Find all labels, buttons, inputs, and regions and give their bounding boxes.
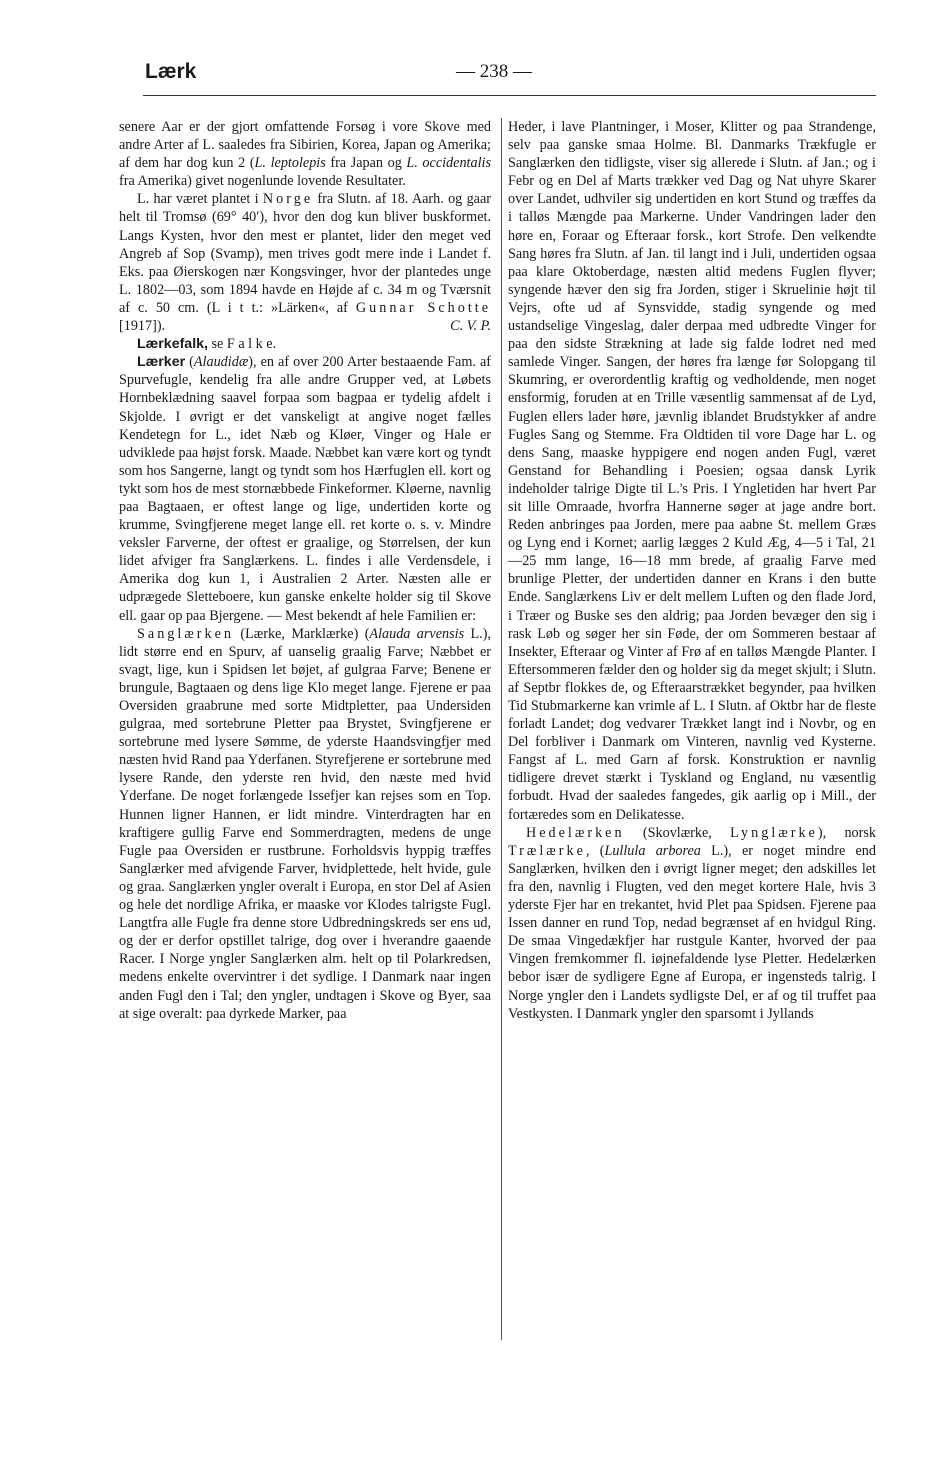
paragraph-hedelaerken: Hedelærken (Skovlærke, Lynglærke), norsk Trælærke, (Lullula arborea L.), er noget mindre end Sanglærken, hvilken den i øvrigt ligner meget; den adskilles let fra den, navnlig i Flugten, ved den meget kortere Hale, hvis 3 yderste Fjer har en trekantet, hvid Plet paa Spidsen. Fjerene paa Issen danner en rund Top, nedad begrænset af en hvidgul Ring. De smaa Vingedækfjer har rustgule Kanter, hvorved der paa Vingen fremkommer fl. iøjnefaldende lyse Pletter. Hedelærken bebor især de sydligere Egne af Europa, er ingensteds talrig. I Norge yngler den i Landets sydligste Del, er af og til truffet paa Vestkysten. I Danmark yngler den sparsomt i Jyllands <box>508 824 876 1022</box>
right-column <box>508 118 876 1023</box>
paragraph-sanglaerken: Sanglærken (Lærke, Marklærke) (Alauda arvensis L.), lidt større end en Spurv, af uanselig graalig Farve; Næbbet er svagt, lige, kun i Spidsen let bøjet, af gulgraa Farve; Benene er brungule, Bagtaaen og dens lige Klo meget lange. Fjerene er paa Oversiden graabrune med sorte Midtpletter, paa Undersiden gulgraa, med sortebrune Pletter paa Brystet, Svingfjerene er sortebrune med lysere Sømme, de yderste Haandsvingfjer med næsten hvid Rand paa Yderfanen. Styrefjerene er sortebrune med lysere Rande, den yderste ren hvid, den næste med hvid Yderfane. De noget forlængede Issefjer kan rejses som en Top. Hunnen ligner Hannen, er lidt mindre. Vinterdragten har en kraftigere gullig Farve end Sommerdragten, medens de unge Fugle paa Oversiden er rustbrune. Forholdsvis hyppig træffes Sanglærker med afvigende Farver, hvidplettede, helt hvide, gule og graa. Sanglærken yngler overalt i Europa, en stor Del af Asien og hele det nordlige Afrika, er maaske vor Klodes talrigste Fugl. Langtfra alle Fugle fra denne store Udbredningskreds ser ens ud, og der er derfor opstillet talrige, dog over i hverandre gaaende Racer. I Norge yngler Sanglærken alm. helt op til Polarkredsen, medens enkelte overvintrer i det sydlige. I Danmark naar ingen anden Fugl den i Tal; den yngler, undtagen i Skove og Byer, saa at sige overalt: paa dyrkede Marker, paa <box>119 625 491 1022</box>
author-signature: C. V. P. <box>450 318 491 335</box>
page-number: — 238 — <box>456 61 532 82</box>
header-rule <box>143 95 876 96</box>
paragraph: Heder, i lave Plantninger, i Moser, Klitter og paa Strandenge, selv paa ganske smaa Holme. Bl. Danmarks Trækfugle er Sanglærken den tidligste, viser sig allerede i Slutn. af Jan.; og i Febr og en Del af Marts trækker ved Dag og Nat uhyre Skarer over Landet, udhviler sig undertiden en kort Stund og træffes da i talløs Mængde paa Markerne. Under Vandringen lader den høre en, Foraar og Efteraar forsk., kort Strofe. Den velkendte Sang høres fra Slutn. af Jan. til langt ind i Juli, undertiden ogsaa paa klare Oktoberdage, næsten altid medens Fuglen flyver; syngende hæver den sig fra Jorden, stiger i Skruelinie højt til Vejrs, ofte ud af Synsvidde, stadig syngende og med ustandselige Vingeslag, daler derpaa med udbredte Vinger for paa den sidste Strækning at lade sig falde lodret ned med samlede Vinger. Sangen, der høres fra længe før Solopgang til Skumring, er overordentlig kraftig og vedholdende, men noget ensformig, foruden at en Trille væsentlig sammensat af de Lyd, Fuglen ellers lader høre, jævnlig iblandet Brudstykker af andre Fugles Sang og Stemme. Fra Oldtiden til vore Dage har L. og dens Sang, maaske hyppigere end nogen anden Fugl, været Genstand for Behandling i Poesien; ogsaa dansk Lyrik indeholder talrige Digte til L.'s Pris. I Yngletiden har hvert Par sit lille Omraade, hvorfra Hannerne søger at jage andre bort. Reden anbringes paa Jorden, mere paa aabne St. mellem Græs og Lyng end i Kornet; aarlig lægges 2 Kuld Æg, 4—5 i Tal, 21—25 mm lange, 16—18 mm brede, af graalig Farve med brunlige Pletter, der undertiden danner en Krans i den butte Ende. Sanglærkens Liv er delt mellem Luften og den flade Jord, i Træer og Buske ses den aldrig; paa Jorden bevæger den sig i rask Løb og søger her sin Føde, der om Sommeren bestaar af Insekter, Efteraar og Vinter af Frø af en talløs Mængde Planter. I Eftersommeren fælder den og holder sig da meget skjult; i Slutn. af Septbr flokkes de, og Efteraarstrækket begynder, paa hvilken Tid Stubmarkerne kan vrimle af L. I Slutn. af Oktbr har de fleste forladt Landet; dog vedvarer Trækket langt ind i Novbr, og en Del forbliver i Danmark om Vinteren, navnlig ved Kysterne. Fangst af L. med Garn af forsk. Konstruktion er navnlig tidligere drevet stærkt i Tyskland og England, nu væsentlig forbudt. Hvad der saaledes fangedes, gik aarlig op i Mill., der fortæredes som en Delikatesse. <box>508 119 876 823</box>
entry-laerker: Lærker (Alaudidæ), en af over 200 Arter bestaaende Fam. af Spurvefugle, kendelig fra alle andre Grupper ved, at Løbets Hornbeklædning saavel forpaa som bagpaa er tydelig afdelt i Skjolde. I øvrigt er det vanskeligt at angive noget fælles Kendetegn for L., idet Næb og Kløer, Vinger og Hale er udviklede paa højst forsk. Maade. Næbbet kan være kort og tyndt som hos Sangerne, langt og tyndt som hos Hærfuglen ell. kort og tykt som hos de mest stornæbbede Finkeformer. Kløerne, navnlig paa Bagtaaen, er oftest lange og lige, undertiden korte og krumme, Svingfjerene meget lange ell. ret korte o. s. v. Mindre veksler Farverne, der oftest er graalige, og Størrelsen, der kun lidet afviger fra Sanglærkens. L. findes i alle Verdensdele, i Amerika dog kun 1, i Australien 2 Arter. Næsten alle er udprægede Sletteboere, kun ganske enkelte holder sig til Skove ell. gaar op paa Bjergene. — Mest bekendt af hele Familien er: <box>119 354 491 624</box>
running-head: Lærk <box>145 60 197 83</box>
headword: Lærker <box>137 354 186 371</box>
paragraph: L. har været plantet i Norge fra Slutn. af 18. Aarh. og gaar helt til Tromsø (69° 40′), hvor den dog kun bliver buskformet. Langs Kysten, hvor den mest er plantet, lider den meget ved Angreb af Sop (Svamp), men trives godt mere inde i Landet f. Eks. paa Øierskogen nær Kongsvinger, hvor der plantedes unge L. 1802—03, som 1894 havde en Højde af c. 34 m og Tværsnit af c. 50 cm. (L i t t.: »Lärken«, af Gunnar Schotte [1917]). C. V. P. <box>119 191 491 335</box>
column-divider <box>501 118 502 1340</box>
entry-laerkefalk: Lærkefalk, se F a l k e. <box>137 336 277 353</box>
left-column <box>119 118 491 1023</box>
paragraph: senere Aar er der gjort omfattende Forsøg i vore Skove med andre Arter af L. saaledes fra Sibirien, Korea, Japan og Amerika; af dem har dog kun 2 (L. leptolepis fra Japan og L. occidentalis fra Amerika) givet nogenlunde lovende Resultater. <box>119 119 491 190</box>
headword: Lærkefalk, <box>137 336 208 353</box>
